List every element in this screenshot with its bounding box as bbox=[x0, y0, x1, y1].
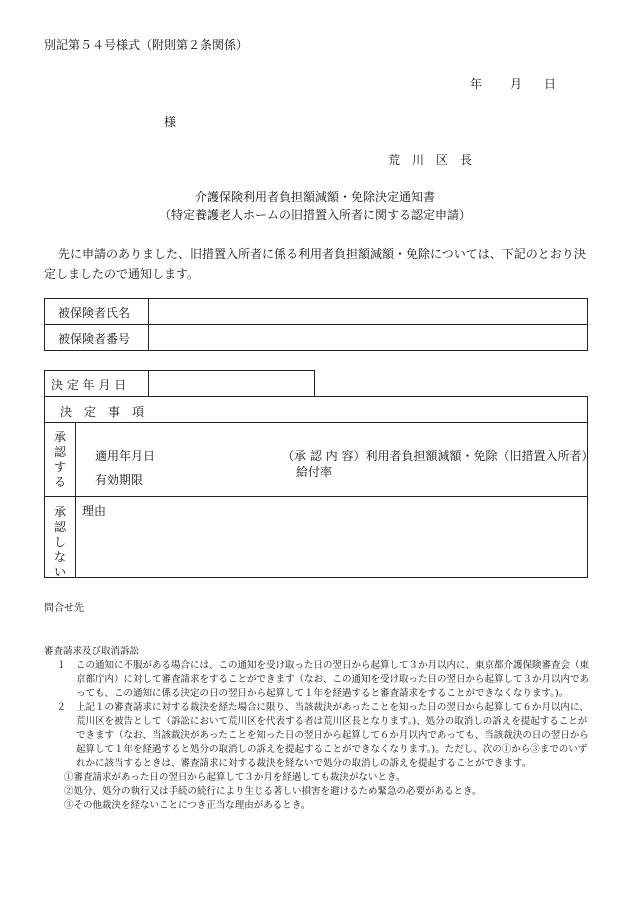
reason-label: 理由 bbox=[82, 504, 107, 518]
valid-period-label: 有効期限 bbox=[95, 473, 144, 487]
date-year-label: 年 bbox=[470, 77, 483, 91]
note-subitem: ①審査請求があった日の翌日から起算して３か月を経過しても裁決がないとき。 bbox=[64, 772, 406, 783]
insured-number-label: 被保険者番号 bbox=[58, 332, 131, 346]
note-subitem: ②処分、処分の執行又は手続の続行により生じる著しい損害を避けるため緊急の必要があるとき。 bbox=[64, 786, 482, 797]
insured-name-field[interactable] bbox=[150, 300, 586, 322]
intro-line-2: 定しましたので通知します。 bbox=[44, 267, 200, 281]
document-title: 介護保険利用者負担額減額・免除決定通知書 bbox=[194, 190, 435, 204]
document-subtitle: （特定養護老人ホームの旧措置入所者に関する認定申請） bbox=[158, 208, 471, 222]
approve-content-label: （承 認 内 容）利用者負担額減額・免除（旧措置入所者） bbox=[282, 449, 594, 463]
decision-date-label: 決 定 年 月 日 bbox=[51, 378, 127, 392]
insured-number-field[interactable] bbox=[150, 326, 586, 349]
deny-label: 承 認 し な い bbox=[53, 505, 66, 579]
note-item: ２ 上記１の審査請求に対する裁決を経た場合に限り、当該裁決があったことを知った日の翌日から起算して６か月以内に、荒川区を被告として（訴訟において荒川区を代表する者は荒川区長となります。)、処分の取消しの訴えを提起することができます（なお、当該裁決があったことを知った日の翌日から起算して６か月以内であっても、当該裁決の日の翌日から起算して１年を経過すると処分の取消しの訴えを提起することができなくなります。)。ただし、次の①から③までのいずれかに該当するときは、審査請求に対する裁決を経ないで処分の取消しの訴えを提起することができます。 bbox=[56, 702, 589, 769]
appeal-notes bbox=[44, 645, 589, 813]
date-month-label: 月 bbox=[510, 77, 523, 91]
benefit-rate-label: 給付率 bbox=[296, 465, 333, 479]
apply-date-label: 適用年月日 bbox=[95, 449, 156, 463]
reason-field[interactable] bbox=[78, 518, 586, 576]
approve-label: 承 認 す る bbox=[53, 430, 66, 489]
note-item: １ この通知に不服がある場合には、この通知を受け取った日の翌日から起算して３か月以内に、東京都介護保険審査会（東京都庁内）に対して審査請求をすることができます（なお、この通知を受け取った日の翌日から起算して３か月以内であっても、この通知に係る決定の日の翌日から起算して１年を経過すると審査請求をすることができなくなります。)。 bbox=[56, 660, 590, 699]
addressee-suffix: 様 bbox=[164, 115, 177, 129]
intro-line-1: 先に申請のありました、旧措置入所者に係る利用者負担額減額・免除については、下記のとおり決 bbox=[58, 247, 586, 261]
decision-date-field[interactable] bbox=[150, 372, 313, 395]
date-day-label: 日 bbox=[544, 77, 557, 91]
decision-items-label: 決 定 事 項 bbox=[60, 405, 145, 419]
issuer-name: 荒 川 区 長 bbox=[388, 153, 473, 167]
form-number: 別記第５４号様式（附則第２条関係） bbox=[44, 38, 249, 52]
note-subitem: ③その他裁決を経ないことにつき正当な理由があるとき。 bbox=[64, 800, 311, 811]
insured-name-label: 被保険者氏名 bbox=[58, 306, 131, 320]
contact-label: 問合せ先 bbox=[44, 603, 84, 614]
appeal-notes-heading: 審査請求及び取消訴訟 bbox=[44, 646, 140, 657]
